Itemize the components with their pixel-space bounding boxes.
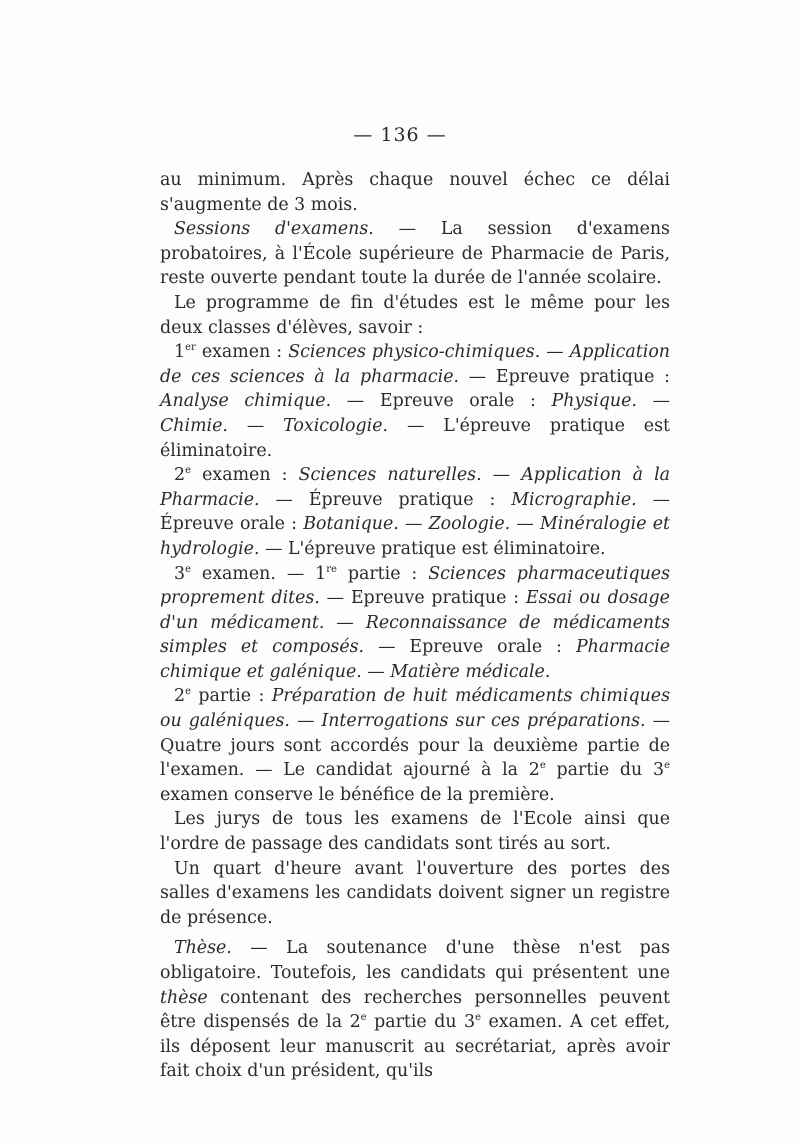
paragraph-quart-heure: Un quart d'heure avant l'ouverture des portes des salles d'examens les candidats doivent signer un registre de présence.: [160, 858, 670, 928]
paragraph-sessions: Sessions d'examens. — La session d'examens probatoires, à l'École supérieure de Pharmacie de Paris, reste ouverte pendant toute la durée de l'année scolaire.: [160, 219, 670, 289]
paragraph-jurys: Les jurys de tous les examens de l'Ecole ainsi que l'ordre de passage des candidats sont tirés au sort.: [160, 809, 670, 855]
paragraph-examen-2: 2e examen : Sciences naturelles. — Application à la Pharmacie. — Épreuve pratique : Micrographie. — Épreuve orale : Botanique. — Zoologie. — Minéralogie et hydrologie. — L'épreuve pratique est éliminatoire.: [160, 465, 671, 559]
heading-sessions: Sessions d'examens.: [174, 219, 374, 240]
page-number: — 136 —: [353, 124, 447, 146]
body-text: [160, 168, 670, 1084]
paragraph-examen-3-partie-1: 3e examen. — 1re partie : Sciences pharmaceutiques proprement dites. — Epreuve pratique : Essai ou dosage d'un médicament. — Reconnaissance de médicaments simples et composés. — Epreuve orale : Pharmacie chimique et galénique. — Matière médicale.: [160, 563, 670, 682]
paragraph-programme: Le programme de fin d'études est le même pour les deux classes d'élèves, savoir :: [160, 292, 670, 338]
paragraph-examen-1: 1er examen : Sciences physico-chimiques. — Application de ces sciences à la pharmacie. — Epreuve pratique : Analyse chimique. — Epreuve orale : Physique. — Chimie. — Toxicologie. — L'épreuve pratique est éliminatoire.: [160, 342, 670, 461]
paragraph-examen-3-partie-2: 2e partie : Préparation de huit médicaments chimiques ou galéniques. — Interrogations sur ces préparations. — Quatre jours sont accordés pour la deuxième partie de l'examen. — Le candidat ajourné à la 2e partie du 3e examen conserve le bénéfice de la première.: [160, 686, 670, 805]
paragraph-these: Thèse. — La soutenance d'une thèse n'est pas obligatoire. Toutefois, les candidats qui présentent une thèse contenant des recherches personnelles peuvent être dispensés de la 2e partie du 3e examen. A cet effet, ils déposent leur manuscrit au secrétariat, après avoir fait choix d'un président, qu'ils: [160, 938, 670, 1082]
paragraph-delai: au minimum. Après chaque nouvel échec ce délai s'augmente de 3 mois.: [160, 170, 670, 215]
heading-these: Thèse.: [174, 938, 232, 959]
